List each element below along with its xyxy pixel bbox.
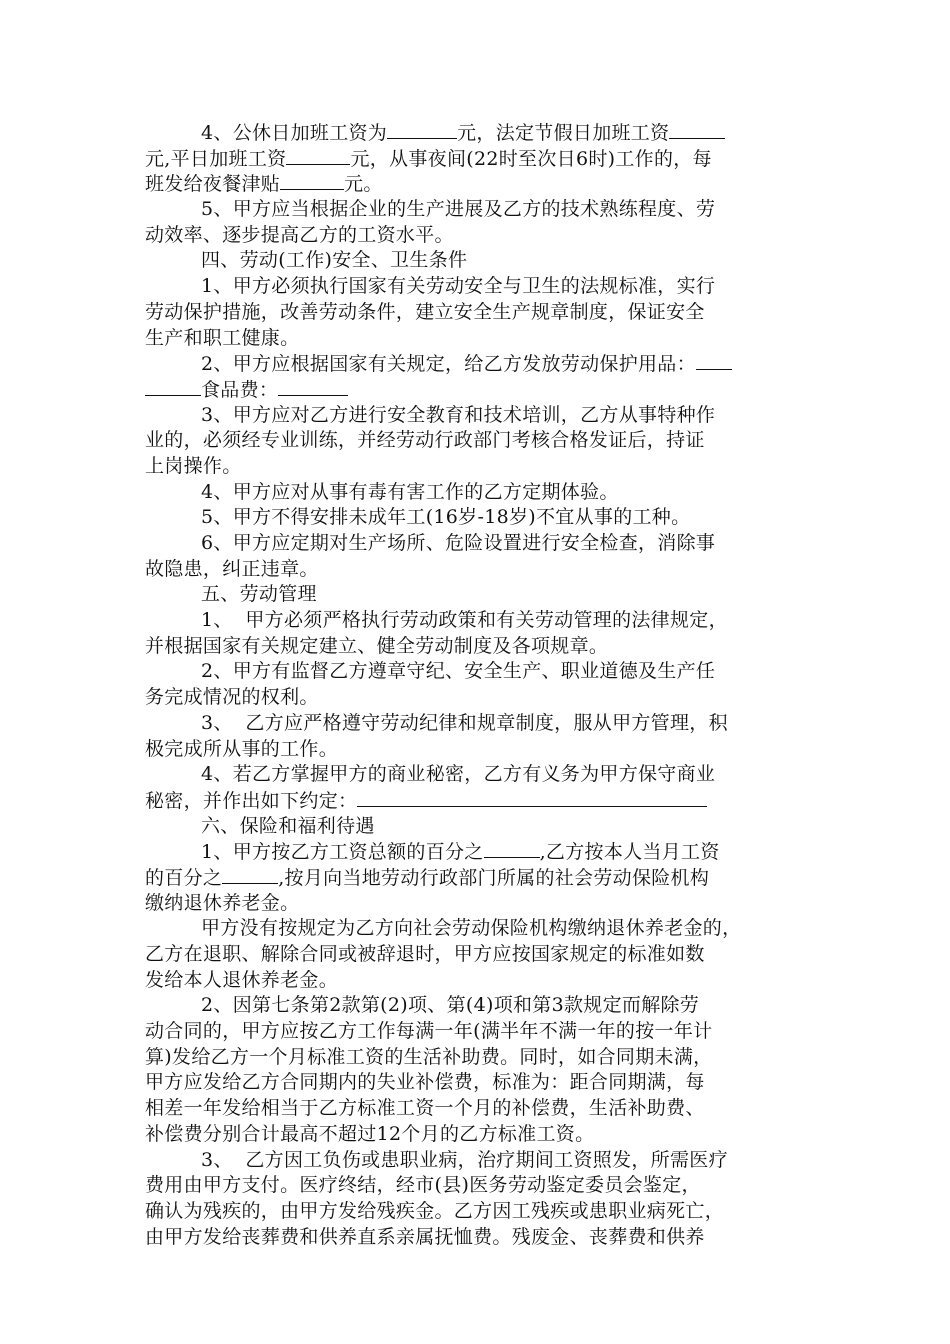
fill-in-blank — [696, 351, 732, 370]
text-line — [145, 993, 810, 1019]
text-run: 元，法定节假日加班工资 — [457, 122, 670, 144]
fill-in-blank — [280, 171, 344, 190]
text-line — [145, 505, 810, 531]
fill-in-blank — [145, 377, 201, 396]
text-line — [145, 326, 810, 352]
text-run: 劳动保护措施，改善劳动条件，建立安全生产规章制度，保证安全 — [145, 300, 705, 323]
text-run: 元，从事夜间(22时至次日6时)工作的，每 — [350, 147, 712, 170]
text-run: 食品费： — [201, 378, 279, 401]
text-run: 6、甲方应定期对生产场所、危险设置进行安全检查，消除事 — [201, 532, 716, 554]
document-body — [145, 120, 810, 1250]
text-line — [145, 737, 810, 763]
text-run: 甲方没有按规定为乙方向社会劳动保险机构缴纳退休养老金的， — [201, 917, 742, 940]
text-line — [145, 1019, 810, 1045]
text-line — [145, 865, 810, 891]
text-line — [145, 582, 810, 608]
text-run: 生产和职工健康。 — [145, 326, 300, 349]
text-line — [145, 634, 810, 660]
text-run: 动效率、逐步提高乙方的工资水平。 — [145, 223, 454, 246]
text-run: 缴纳退休养老金。 — [145, 891, 300, 914]
text-line — [145, 1225, 810, 1251]
text-line — [145, 531, 810, 557]
text-run: 3、甲方应对乙方进行安全教育和技术培训，乙方从事特种作 — [201, 403, 716, 426]
text-run: 1、甲方必须执行国家有关劳动安全与卫生的法规标准，实行 — [201, 275, 716, 298]
text-run: 极完成所从事的工作。 — [145, 737, 339, 760]
text-line — [145, 480, 810, 506]
text-line — [145, 659, 810, 685]
text-run: ,按月向当地劳动行政部门所属的社会劳动保险机构 — [278, 866, 710, 889]
text-run: 2、甲方有监督乙方遵章守纪、安全生产、职业道德及生产任 — [201, 660, 716, 683]
text-line — [145, 814, 810, 840]
text-run: ,乙方按本人当月工资 — [539, 841, 720, 864]
text-run: 1、 甲方必须严格执行劳动政策和有关劳动管理的法律规定， — [201, 609, 728, 632]
text-run: 甲方应发给乙方合同期内的失业补偿费，标准为：距合同期满，每 — [145, 1071, 705, 1094]
text-run: 五、劳动管理 — [201, 583, 317, 606]
text-run: 乙方在退职、解除合同或被辞退时，甲方应按国家规定的标准如数 — [145, 943, 705, 965]
text-line — [145, 146, 810, 172]
text-line — [145, 711, 810, 737]
text-run: 5、甲方应当根据企业的生产进展及乙方的技术熟练程度、劳 — [201, 198, 716, 221]
fill-in-blank — [387, 120, 457, 139]
text-line — [145, 608, 810, 634]
text-line — [145, 377, 810, 403]
text-run: 的百分之 — [145, 866, 223, 889]
text-run: 班发给夜餐津贴 — [145, 173, 281, 196]
text-line — [145, 351, 810, 377]
text-line — [145, 762, 810, 788]
text-run: 发给本人退休养老金。 — [145, 968, 339, 991]
text-run: 算)发给乙方一个月标准工资的生活补助费。同时，如合同期未满， — [145, 1045, 713, 1068]
text-line — [145, 1173, 810, 1199]
text-line — [145, 428, 810, 454]
text-run: 务完成情况的权利。 — [145, 686, 319, 709]
fill-in-blank — [278, 377, 348, 396]
text-line — [145, 120, 810, 146]
text-run: 四、劳动(工作)安全、卫生条件 — [201, 249, 468, 272]
fill-in-blank — [222, 865, 278, 884]
text-line — [145, 1096, 810, 1122]
text-run: 动合同的，甲方应按乙方工作每满一年(满半年不满一年的按一年计 — [145, 1020, 713, 1043]
text-run: 并根据国家有关规定建立、健全劳动制度及各项规章。 — [145, 634, 609, 657]
text-run: 秘密，并作出如下约定： — [145, 789, 358, 812]
text-line — [145, 916, 810, 942]
fill-in-blank — [484, 839, 540, 858]
fill-in-blank — [286, 146, 350, 165]
text-run: 确认为残疾的，由甲方发给残疾金。乙方因工残疾或患职业病死亡， — [145, 1199, 725, 1222]
text-line — [145, 839, 810, 865]
text-run: 六、保险和福利待遇 — [201, 814, 375, 837]
text-run: 4、若乙方掌握甲方的商业秘密，乙方有义务为甲方保守商业 — [201, 763, 716, 786]
text-line — [145, 968, 810, 994]
fill-in-blank — [357, 788, 707, 807]
fill-in-blank — [669, 120, 725, 139]
text-run: 业的，必须经专业训练，并经劳动行政部门考核合格发证后，持证 — [145, 429, 705, 452]
text-run: 2、因第七条第2款第(2)项、第(4)项和第3款规定而解除劳 — [201, 994, 700, 1017]
text-line — [145, 788, 810, 814]
text-line — [145, 248, 810, 274]
text-line — [145, 557, 810, 583]
text-line — [145, 1122, 810, 1148]
text-run: 2、甲方应根据国家有关规定，给乙方发放劳动保护用品： — [201, 353, 696, 376]
text-line — [145, 685, 810, 711]
text-run: 补偿费分别合计最高不超过12个月的乙方标准工资。 — [145, 1122, 595, 1145]
text-run: 元,平日加班工资 — [145, 147, 287, 170]
text-line — [145, 1199, 810, 1225]
text-line — [145, 1045, 810, 1071]
text-run: 1、甲方按乙方工资总额的百分之 — [201, 841, 484, 864]
text-run: 相差一年发给相当于乙方标准工资一个月的补偿费，生活补助费、 — [145, 1097, 705, 1120]
text-run: 3、 乙方因工负伤或患职业病，治疗期间工资照发，所需医疗 — [201, 1148, 728, 1171]
text-line — [145, 891, 810, 917]
text-line — [145, 1070, 810, 1096]
text-line — [145, 171, 810, 197]
text-run: 由甲方发给丧葬费和供养直系亲属抚恤费。残废金、丧葬费和供养 — [145, 1225, 705, 1248]
text-run: 4、公休日加班工资为 — [201, 122, 388, 144]
text-line — [145, 403, 810, 429]
text-line — [145, 223, 810, 249]
text-run: 4、甲方应对从事有毒有害工作的乙方定期体验。 — [201, 480, 619, 503]
text-run: 元。 — [344, 173, 383, 196]
text-run: 5、甲方不得安排未成年工(16岁-18岁)不宜从事的工种。 — [201, 506, 691, 529]
text-line — [145, 197, 810, 223]
text-run: 上岗操作。 — [145, 454, 242, 477]
text-run: 3、 乙方应严格遵守劳动纪律和规章制度，服从甲方管理，积 — [201, 711, 728, 734]
text-line — [145, 942, 810, 968]
text-line — [145, 300, 810, 326]
text-line — [145, 274, 810, 300]
text-line — [145, 454, 810, 480]
text-line — [145, 1148, 810, 1174]
text-run: 故隐患，纠正违章。 — [145, 557, 319, 580]
text-run: 费用由甲方支付。医疗终结，经市(县)医务劳动鉴定委员会鉴定， — [145, 1174, 701, 1197]
